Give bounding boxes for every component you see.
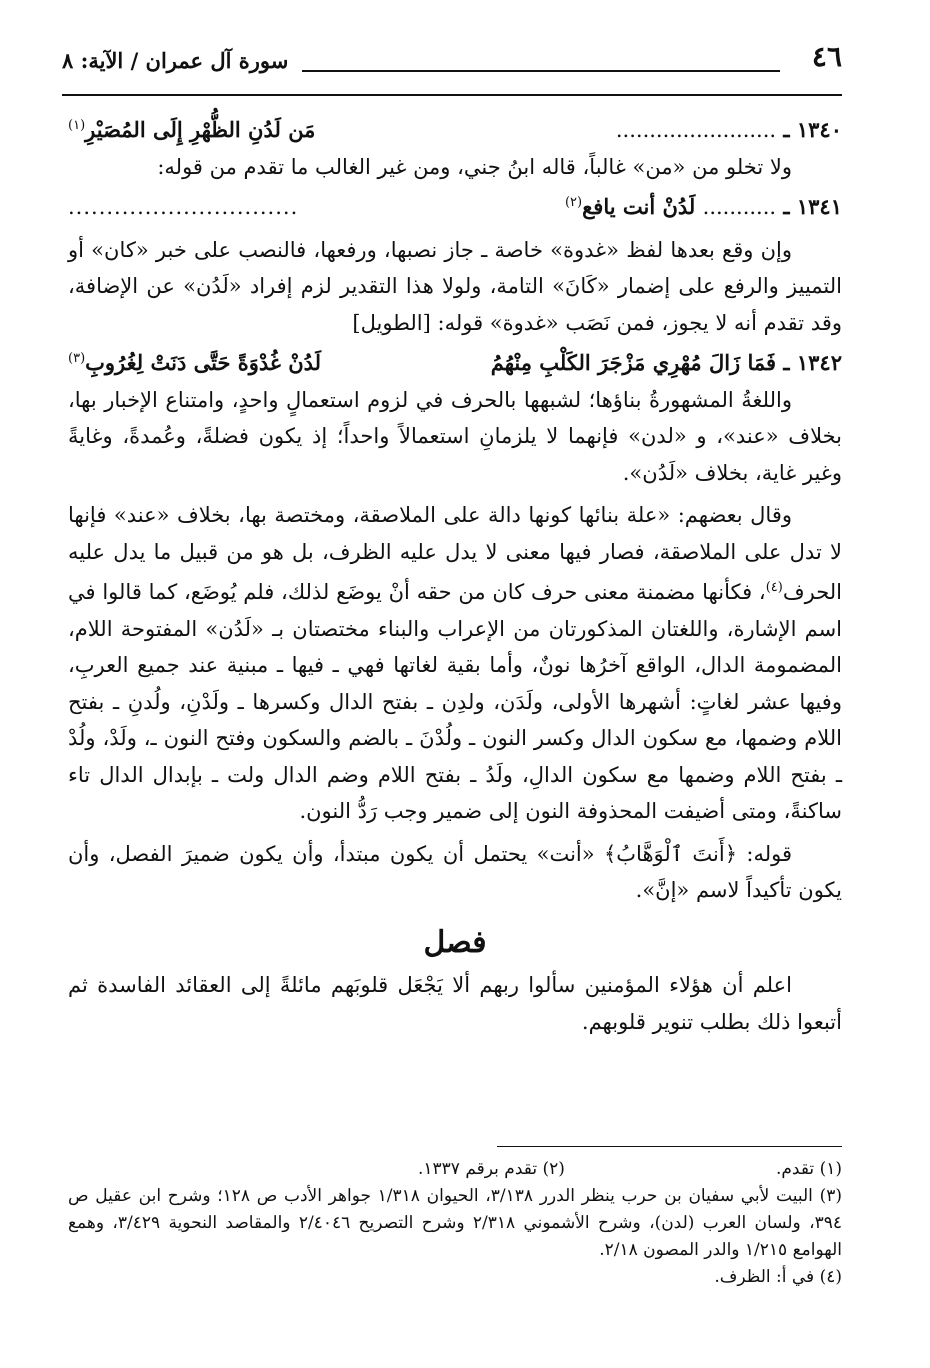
paragraph: ولا تخلو من «من» غالباً، قاله ابنُ جني، ومن غير الغالب ما تقدم من قوله: (157, 154, 792, 179)
verse-1342: ١٣٤٢ ـ فَمَا زَالَ مُهْرِي مَزْجَرَ الكَلْبِ مِنْهُمُ لَدُنْ غُدْوَةً حَتَّى دَنَتْ لِغُرُوبِ$^{(٣)}$ (68, 350, 842, 375)
verse-1340-line: مَن لَدُنِ الظُّهْرِ إِلَى المُصَيْرِ (85, 117, 316, 142)
paragraph: وقال بعضهم: «علة بنائها كونها دالة على الملاصقة، ومختصة بها، بخلاف «عند» فإنها لا تدل على الملاصقة، فصار فيها معنى لا يدل عليه الظرف، بل هو من قبيل ما يدل عليه الحرف$^{(٤)}$، فكأنها مضمنة معنى حرف كان من حقه أنْ يوضَع لذلك، فلم يُوضَع، كما قالوا في اسم الإشارة، واللغتان المذكورتان من الإعراب والبناء مختصتان بـ «لَدُن» المفتوحة اللام، المضمومة الدال، الواقع آخرُها نونٌ، وأما بقية لغاتها فهي ـ فيها ـ مبنية عند جميع العربِ، وفيها عشر لغاتٍ: أشهرها الأولى، ولَدَن، ولدِن ـ بفتح الدال وكسرها ـ ولَدْنِ، ولُدنِ ـ بفتح اللام وضمها، مع سكون الدال وكسر النون ـ ولُدْنَ ـ بالضم والسكون وفتح النون ـ، ولَدْ، ولُدْ ـ بفتح اللام وضمها مع سكون الدالِ، ولَدُ ـ بفتح اللام وضم الدال ولت ـ بإبدال الدال تاء ساكنةً، ومتى أضيفت المحذوفة النون إلى ضمير وجب رَدُّ النون. (68, 503, 842, 823)
verse-1340 (68, 108, 842, 149)
footnote-2: (٢) تقدم برقم ١٣٣٧. (418, 1159, 565, 1179)
running-title: سورة آل عمران / الآية: ٨ (62, 48, 289, 73)
footnote-ref: (١) (68, 118, 86, 133)
verse-second-hemistich: لَدُنْ غُدْوَةً حَتَّى دَنَتْ لِغُرُوبِ (85, 350, 322, 375)
page-number: ٤٦ (811, 40, 842, 73)
header-line (302, 70, 780, 72)
page-header (62, 40, 842, 90)
paragraph: وإن وقع بعدها لفظ «غدوة» خاصة ـ جاز نصبها، ورفعها، فالنصب على خبر «كان» أو التمييز والرفع على إضمار «كَانَ» التامة، ولولا هذا التقدير لزم إفراد «لَدُن» عن الإضافة، وقد تقدم أنه لا يجوز، فمن نَصَب «غدوة» قوله: [الطويل] (68, 237, 842, 335)
footnote-1: (١) تقدم. (775, 1159, 842, 1179)
footnote-ref: (٤) (765, 580, 783, 595)
footnote-4: (٤) في أ: الظرف. (714, 1267, 842, 1287)
footnotes (68, 1156, 842, 1291)
footnote-3: (٣) البيت لأبي سفيان بن حرب ينظر الدرر ٣/١٣٨، الحيوان ١/٣١٨ جواهر الأدب ص ١٢٨؛ وشرح ابن عقيل ص ٣٩٤، ولسان العرب (لدن)، وشرح الأشموني ٢/٣١٨ وشرح التصريح ٢/٤٠٤٦ والمقاصد النحوية ٣/٤٢٩، وهمع الهوامع ١/٢١٥ والدر المصون ٢/١٨. (68, 1186, 842, 1260)
header-rule (62, 94, 842, 96)
paragraph: واللغةُ المشهورةُ بناؤها؛ لشبهها بالحرف في لزوم استعمالٍ واحدٍ، وامتناع الإخبار بها، بخلاف «عند»، و «لدن» فإنهما لا يلزمانِ استعمالاً واحداً؛ إذ يكون فضلةً، وعُمدةً، وغايةً وغير غاية، بخلاف «لَدُن». (68, 387, 842, 485)
paragraph: قوله: ﴿أَنتَ ٱلْوَهَّابُ﴾ «أنت» يحتمل أن يكون مبتدأ، وأن يكون ضميرَ الفصل، وأن يكون تأكيداً لاسم «إنَّ». (68, 841, 842, 902)
paragraph: اعلم أن هؤلاء المؤمنين سألوا ربهم ألا يَجْعَل قلوبَهم مائلةً إلى العقائد الفاسدة ثم أتبعوا ذلك بطلب تنوير قلوبهم. (68, 973, 842, 1034)
verse-1341-line: لَدُنْ أنت يافع (582, 194, 696, 219)
footnote-ref: (٢) (564, 195, 583, 210)
footnote-rule (497, 1146, 842, 1147)
verse-1341: ١٣٤١ ـ ........... لَدُنْ أنت يافع$^{(٢)}$ .............................. (68, 194, 842, 219)
verse-1340-text: ١٣٤٠ ـ ........................ (615, 117, 842, 142)
verse-first-hemistich: فَمَا زَالَ مُهْرِي مَزْجَرَ الكَلْبِ مِنْهُمُ (490, 350, 777, 375)
section-title: فصل (423, 924, 487, 960)
footnote-ref: (٣) (68, 351, 86, 366)
main-text (68, 108, 842, 1040)
